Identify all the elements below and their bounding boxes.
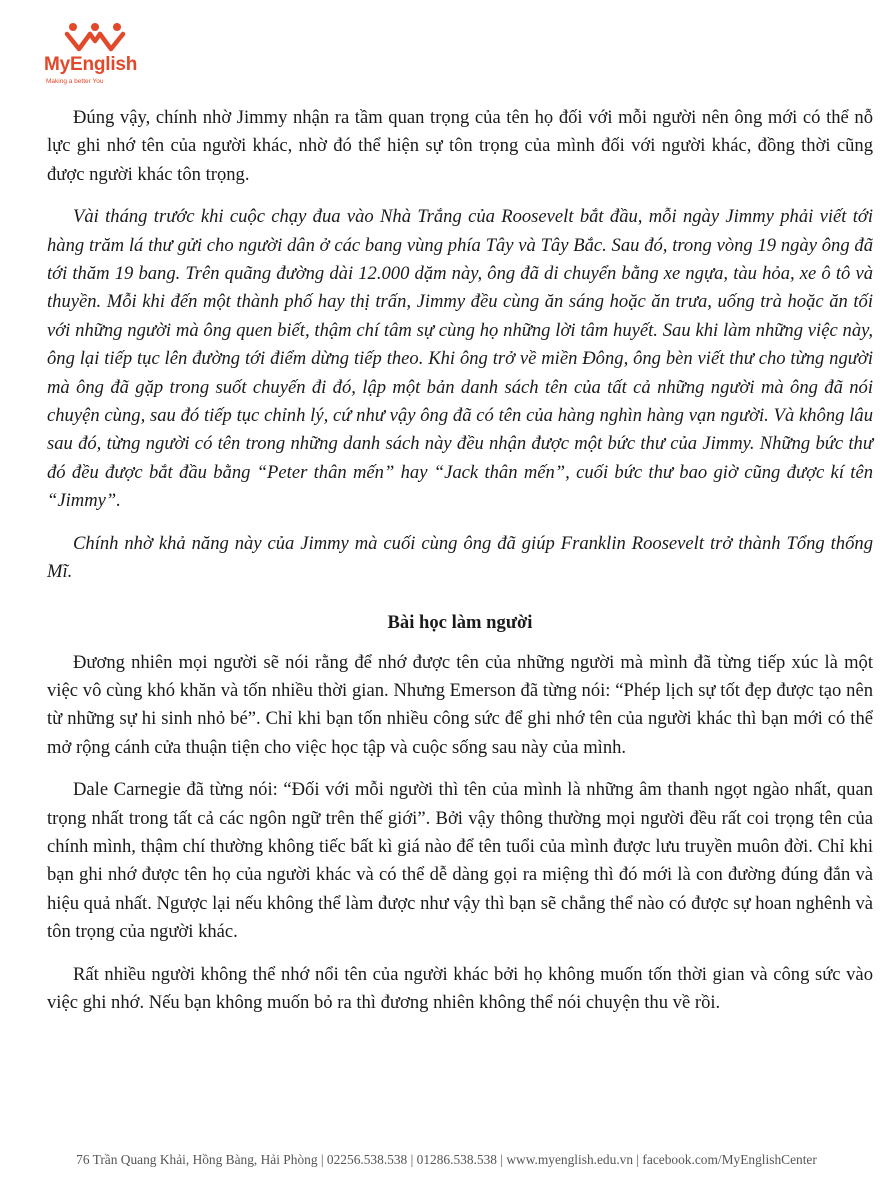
brand-tagline: Making a better You bbox=[46, 78, 104, 85]
people-logo-icon bbox=[64, 22, 126, 52]
brand-name: MyEnglish bbox=[44, 54, 138, 75]
lesson-paragraph: Rất nhiều người không thể nhớ nổi tên của người khác bởi họ không muốn tốn thời gian và công sức vào việc ghi nhớ. Nếu bạn không muốn bỏ ra thì đương nhiên không thể nói chuyện thu về rồi. bbox=[47, 963, 873, 1013]
lesson-paragraph: Dale Carnegie đã từng nói: “Đối với mỗi người thì tên của mình là những âm thanh ngọt ngào nhất, quan trọng nhất trong tất cả các ngôn ngữ trên thế giới”. Bởi vậy thông thường mọi người đều rất coi trọng tên của chính mình, thậm chí thường không tiếc bất kì giá nào để tên tuổi của mình được lưu truyền muôn đời. Chỉ khi bạn ghi nhớ được tên họ của người khác và có thể dễ dàng gọi ra miệng thì đó mới là con đường đúng đắn và hiệu quả nhất. Ngược lại nếu không thể làm được như vậy thì bạn sẽ chẳng thể nào có được sự hoan nghênh và tôn trọng của người khác. bbox=[47, 779, 873, 943]
section-title: Bài học làm người bbox=[387, 611, 533, 633]
paragraph-story: Vài tháng trước khi cuộc chạy đua vào Nhà Trắng của Roosevelt bắt đầu, mỗi ngày Jimmy phải viết tới hàng trăm lá thư gửi cho người dân ở các bang vùng phía Tây và Tây Bắc. Sau đó, trong vòng 19 ngày ông đã tới thăm 19 bang. Trên quãng đường dài 12.000 dặm này, ông đã di chuyển bằng xe ngựa, tàu hỏa, xe ô tô và thuyền. Mỗi khi đến một thành phố hay thị trấn, Jimmy đều cùng ăn sáng hoặc ăn trưa, uống trà hoặc ăn tối với những người mà ông quen biết, thậm chí tâm sự cùng họ những lời tâm huyết. Sau khi làm những việc này, ông lại tiếp tục lên đường tới điểm dừng tiếp theo. Khi ông trở về miền Đông, ông bèn viết thư cho từng người mà ông đã gặp trong suốt chuyến đi đó, lập một bản danh sách tên của tất cả những người mà ông đã nói chuyện cùng, sau đó tiếp tục chỉnh lý, cứ như vậy ông đã có tên của hàng nghìn hàng vạn người. Và không lâu sau đó, từng người có tên trong những danh sách này đều nhận được một bức thư của Jimmy. Những bức thư đó đều được bắt đầu bằng “Peter thân mến” hay “Jack thân mến”, cuối bức thư bao giờ cũng được kí tên “Jimmy”. bbox=[47, 206, 873, 512]
footer-contact: 76 Trần Quang Khải, Hồng Bàng, Hải Phòng | 02256.538.538 | 01286.538.538 | www.myenglish.edu.vn | facebook.com/MyEnglishCenter bbox=[76, 1152, 817, 1167]
paragraph-intro: Đúng vậy, chính nhờ Jimmy nhận ra tầm quan trọng của tên họ đối với mỗi người nên ông mới có thể nỗ lực ghi nhớ tên của người khác, nhờ đó thể hiện sự tôn trọng của mình đối với người khác, đồng thời cũng được người khác tôn trọng. bbox=[47, 107, 873, 185]
lesson-paragraph: Đương nhiên mọi người sẽ nói rằng để nhớ được tên của những người mà mình đã từng tiếp xúc là một việc vô cùng khó khăn và tốn nhiều thời gian. Nhưng Emerson đã từng nói: “Phép lịch sự tốt đẹp được tạo nên từ những sự hi sinh nhỏ bé”. Chỉ khi bạn tốn nhiều công sức để ghi nhớ tên của người khác thì bạn mới có thể mở rộng cánh cửa thuận tiện cho việc học tập và cuộc sống sau này của mình. bbox=[47, 651, 873, 758]
brand-logo bbox=[44, 22, 154, 86]
document-body bbox=[47, 104, 873, 1017]
paragraph-conclusion: Chính nhờ khả năng này của Jimmy mà cuối cùng ông đã giúp Franklin Roosevelt trở thành Tổng thống Mĩ. bbox=[47, 532, 873, 583]
